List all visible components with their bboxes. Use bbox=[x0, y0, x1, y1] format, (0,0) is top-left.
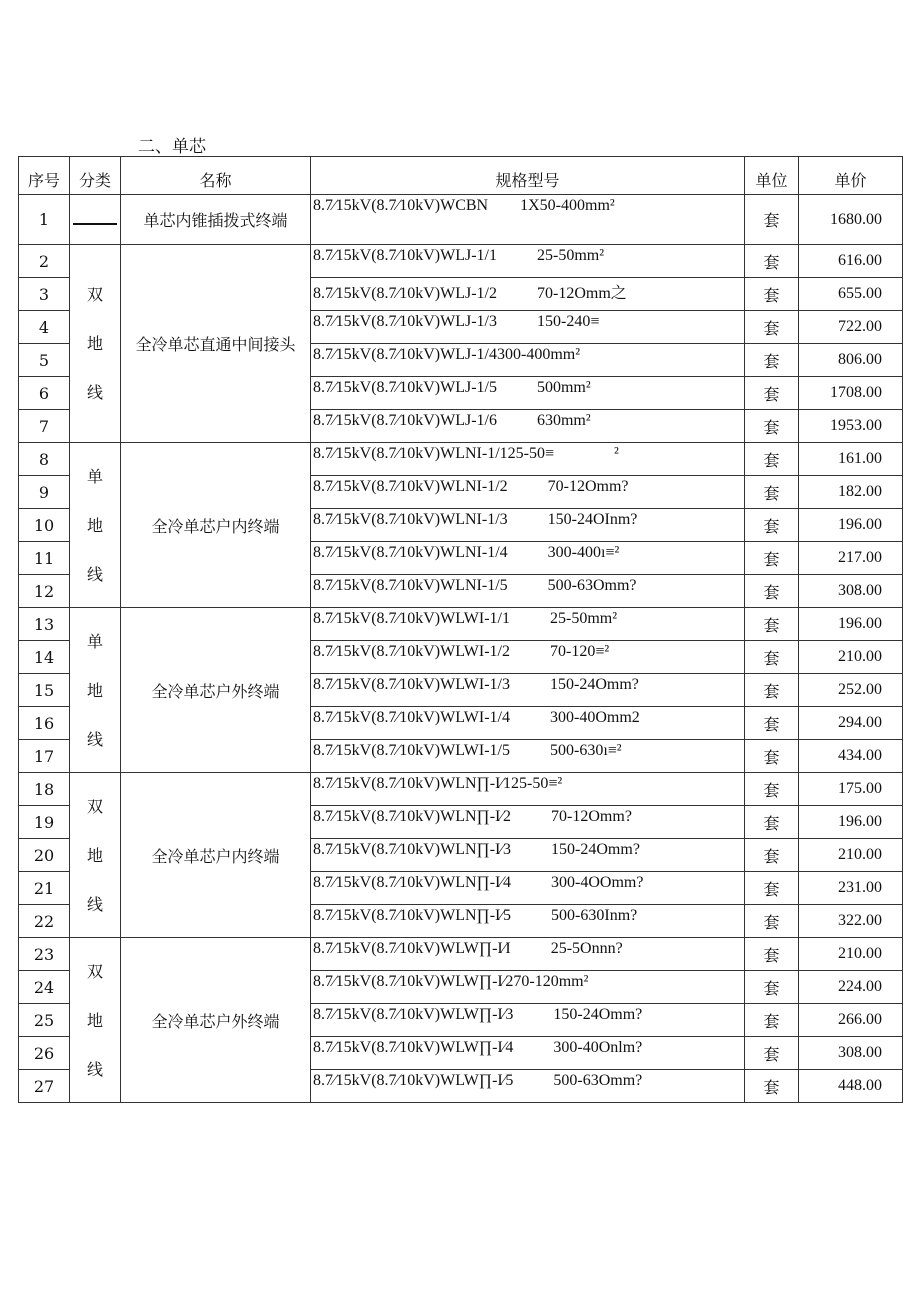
spec-model: 8.7⁄15kV(8.7⁄10kV)WLJ-1/4300-400mm² bbox=[311, 344, 745, 377]
unit: 套 bbox=[745, 674, 799, 707]
row-number: 8 bbox=[19, 443, 70, 476]
row-number: 13 bbox=[19, 608, 70, 641]
unit: 套 bbox=[745, 971, 799, 1004]
spec-model: 8.7⁄15kV(8.7⁄10kV)WLJ-1/6 630mm² bbox=[311, 410, 745, 443]
spec-model: 8.7⁄15kV(8.7⁄10kV)WLN∏-I⁄3 150-24Omm? bbox=[311, 839, 745, 872]
category-char: 单 bbox=[86, 631, 103, 651]
spec-model: 8.7⁄15kV(8.7⁄10kV)WLNI-1/5 500-63Omm? bbox=[311, 575, 745, 608]
spec-model: 8.7⁄15kV(8.7⁄10kV)WLW∏-I⁄4 300-40Onlm? bbox=[311, 1037, 745, 1070]
unit-price: 210.00 bbox=[799, 641, 903, 674]
section-title: 二、单芯 bbox=[138, 137, 206, 157]
row-number: 24 bbox=[19, 971, 70, 1004]
unit-price: 210.00 bbox=[799, 938, 903, 971]
unit: 套 bbox=[745, 1070, 799, 1103]
row-number: 22 bbox=[19, 905, 70, 938]
spec-model: 8.7⁄15kV(8.7⁄10kV)WLW∏-I⁄270-120mm² bbox=[311, 971, 745, 1004]
unit-price: 210.00 bbox=[799, 839, 903, 872]
category-cell bbox=[70, 443, 121, 608]
row-number: 14 bbox=[19, 641, 70, 674]
unit: 套 bbox=[745, 575, 799, 608]
row-number: 16 bbox=[19, 707, 70, 740]
row-number: 23 bbox=[19, 938, 70, 971]
table-row bbox=[19, 773, 903, 806]
row-number: 25 bbox=[19, 1004, 70, 1037]
header-no: 序号 bbox=[19, 157, 70, 195]
unit-price: 217.00 bbox=[799, 542, 903, 575]
unit: 套 bbox=[745, 278, 799, 311]
unit-price: 266.00 bbox=[799, 1004, 903, 1037]
unit: 套 bbox=[745, 641, 799, 674]
row-number: 21 bbox=[19, 872, 70, 905]
unit-price: 308.00 bbox=[799, 1037, 903, 1070]
unit-price: 252.00 bbox=[799, 674, 903, 707]
category-cell bbox=[70, 608, 121, 773]
table-body bbox=[19, 195, 903, 1103]
category-char: 地 bbox=[86, 1010, 103, 1030]
spec-model: 8.7⁄15kV(8.7⁄10kV)WLW∏-I⁄I 25-5Onnn? bbox=[311, 938, 745, 971]
row-number: 7 bbox=[19, 410, 70, 443]
spec-model: 8.7⁄15kV(8.7⁄10kV)WLW∏-I⁄3 150-24Omm? bbox=[311, 1004, 745, 1037]
unit-price: 196.00 bbox=[799, 509, 903, 542]
category-char: 地 bbox=[86, 334, 103, 353]
category-char: 双 bbox=[86, 796, 103, 816]
spec-model: 8.7⁄15kV(8.7⁄10kV)WLN∏-I⁄4 300-4OOmm? bbox=[311, 872, 745, 905]
header-price: 单价 bbox=[799, 157, 903, 195]
category-cell bbox=[70, 938, 121, 1103]
unit-price: 308.00 bbox=[799, 575, 903, 608]
unit-price: 175.00 bbox=[799, 773, 903, 806]
table-row bbox=[19, 938, 903, 971]
header-name: 名称 bbox=[121, 157, 311, 195]
unit: 套 bbox=[745, 707, 799, 740]
category-char: 地 bbox=[86, 515, 103, 535]
unit-price: 806.00 bbox=[799, 344, 903, 377]
unit: 套 bbox=[745, 377, 799, 410]
row-number: 6 bbox=[19, 377, 70, 410]
spec-model: 8.7⁄15kV(8.7⁄10kV)WLN∏-I⁄2 70-12Omm? bbox=[311, 806, 745, 839]
spec-model: 8.7⁄15kV(8.7⁄10kV)WLWI-1/3 150-24Omm? bbox=[311, 674, 745, 707]
row-number: 5 bbox=[19, 344, 70, 377]
row-number: 4 bbox=[19, 311, 70, 344]
spec-model: 8.7⁄15kV(8.7⁄10kV)WLWI-1/1 25-50mm² bbox=[311, 608, 745, 641]
row-number: 15 bbox=[19, 674, 70, 707]
category-char: 线 bbox=[86, 383, 103, 402]
spec-model: 8.7⁄15kV(8.7⁄10kV)WLWI-1/2 70-120≡² bbox=[311, 641, 745, 674]
table-row bbox=[19, 245, 903, 278]
header-row bbox=[19, 157, 903, 195]
row-number: 10 bbox=[19, 509, 70, 542]
row-number: 20 bbox=[19, 839, 70, 872]
unit: 套 bbox=[745, 344, 799, 377]
unit: 套 bbox=[745, 740, 799, 773]
unit-price: 1953.00 bbox=[799, 410, 903, 443]
category-char: 地 bbox=[86, 845, 103, 865]
table-row bbox=[19, 195, 903, 245]
category-char: 双 bbox=[86, 961, 103, 981]
product-name: 全冷单芯户内终端 bbox=[121, 773, 311, 938]
product-name: 全冷单芯户外终端 bbox=[121, 608, 311, 773]
unit-price: 322.00 bbox=[799, 905, 903, 938]
unit: 套 bbox=[745, 311, 799, 344]
unit: 套 bbox=[745, 839, 799, 872]
spec-model: 8.7⁄15kV(8.7⁄10kV)WLNI-1/125-50≡ ² bbox=[311, 443, 745, 476]
row-number: 9 bbox=[19, 476, 70, 509]
row-number: 11 bbox=[19, 542, 70, 575]
category-char: 双 bbox=[86, 285, 103, 304]
unit-price: 224.00 bbox=[799, 971, 903, 1004]
product-name: 全冷单芯户内终端 bbox=[121, 443, 311, 608]
unit-price: 196.00 bbox=[799, 806, 903, 839]
price-table bbox=[18, 156, 903, 1103]
spec-model: 8.7⁄15kV(8.7⁄10kV)WLN∏-I⁄125-50≡² bbox=[311, 773, 745, 806]
row-number: 17 bbox=[19, 740, 70, 773]
spec-model: 8.7⁄15kV(8.7⁄10kV)WLNI-1/3 150-24OInm? bbox=[311, 509, 745, 542]
spec-model: 8.7⁄15kV(8.7⁄10kV)WLWI-1/5 500-630ı≡² bbox=[311, 740, 745, 773]
unit: 套 bbox=[745, 806, 799, 839]
row-number: 1 bbox=[19, 195, 70, 245]
spec-model: 8.7⁄15kV(8.7⁄10kV)WLJ-1/3 150-240≡ bbox=[311, 311, 745, 344]
category-char: 地 bbox=[86, 680, 103, 700]
row-number: 26 bbox=[19, 1037, 70, 1070]
unit: 套 bbox=[745, 1004, 799, 1037]
unit: 套 bbox=[745, 195, 799, 245]
unit: 套 bbox=[745, 509, 799, 542]
category-cell bbox=[70, 245, 121, 443]
unit-price: 1680.00 bbox=[799, 195, 903, 245]
category-char: 单 bbox=[86, 466, 103, 486]
spec-model: 8.7⁄15kV(8.7⁄10kV)WLN∏-I⁄5 500-630Inm? bbox=[311, 905, 745, 938]
unit: 套 bbox=[745, 872, 799, 905]
spec-model: 8.7⁄15kV(8.7⁄10kV)WLJ-1/5 500mm² bbox=[311, 377, 745, 410]
product-name: 全冷单芯户外终端 bbox=[121, 938, 311, 1103]
unit: 套 bbox=[745, 410, 799, 443]
unit: 套 bbox=[745, 905, 799, 938]
unit-price: 434.00 bbox=[799, 740, 903, 773]
spec-model: 8.7⁄15kV(8.7⁄10kV)WLJ-1/1 25-50mm² bbox=[311, 245, 745, 278]
unit: 套 bbox=[745, 443, 799, 476]
spec-model: 8.7⁄15kV(8.7⁄10kV)WLJ-1/2 70-12Omm之 bbox=[311, 278, 745, 311]
spec-model: 8.7⁄15kV(8.7⁄10kV)WLNI-1/2 70-12Omm? bbox=[311, 476, 745, 509]
category-char: 线 bbox=[86, 1059, 103, 1079]
category-cell bbox=[70, 773, 121, 938]
unit-price: 1708.00 bbox=[799, 377, 903, 410]
unit-price: 294.00 bbox=[799, 707, 903, 740]
row-number: 18 bbox=[19, 773, 70, 806]
table-row bbox=[19, 608, 903, 641]
product-name: 全冷单芯直通中间接头 bbox=[121, 245, 311, 443]
unit: 套 bbox=[745, 773, 799, 806]
row-number: 2 bbox=[19, 245, 70, 278]
row-number: 27 bbox=[19, 1070, 70, 1103]
unit-price: 616.00 bbox=[799, 245, 903, 278]
row-number: 12 bbox=[19, 575, 70, 608]
table-row bbox=[19, 443, 903, 476]
unit: 套 bbox=[745, 608, 799, 641]
unit: 套 bbox=[745, 938, 799, 971]
spec-model: 8.7⁄15kV(8.7⁄10kV)WCBN 1X50-400mm² bbox=[311, 195, 745, 245]
unit: 套 bbox=[745, 476, 799, 509]
header-category: 分类 bbox=[70, 157, 121, 195]
spec-model: 8.7⁄15kV(8.7⁄10kV)WLWI-1/4 300-40Omm2 bbox=[311, 707, 745, 740]
header-unit: 单位 bbox=[745, 157, 799, 195]
category-dash bbox=[73, 213, 117, 225]
category-char: 线 bbox=[86, 729, 103, 749]
product-name: 单芯内锥插拨式终端 bbox=[121, 195, 311, 245]
unit: 套 bbox=[745, 542, 799, 575]
category-cell bbox=[70, 195, 121, 245]
spec-model: 8.7⁄15kV(8.7⁄10kV)WLW∏-I⁄5 500-63Omm? bbox=[311, 1070, 745, 1103]
unit: 套 bbox=[745, 245, 799, 278]
unit-price: 161.00 bbox=[799, 443, 903, 476]
unit-price: 182.00 bbox=[799, 476, 903, 509]
row-number: 19 bbox=[19, 806, 70, 839]
spec-model: 8.7⁄15kV(8.7⁄10kV)WLNI-1/4 300-400ı≡² bbox=[311, 542, 745, 575]
unit-price: 231.00 bbox=[799, 872, 903, 905]
category-char: 线 bbox=[86, 894, 103, 914]
unit-price: 448.00 bbox=[799, 1070, 903, 1103]
unit: 套 bbox=[745, 1037, 799, 1070]
category-char: 线 bbox=[86, 564, 103, 584]
unit-price: 655.00 bbox=[799, 278, 903, 311]
header-spec: 规格型号 bbox=[311, 157, 745, 195]
row-number: 3 bbox=[19, 278, 70, 311]
unit-price: 196.00 bbox=[799, 608, 903, 641]
unit-price: 722.00 bbox=[799, 311, 903, 344]
